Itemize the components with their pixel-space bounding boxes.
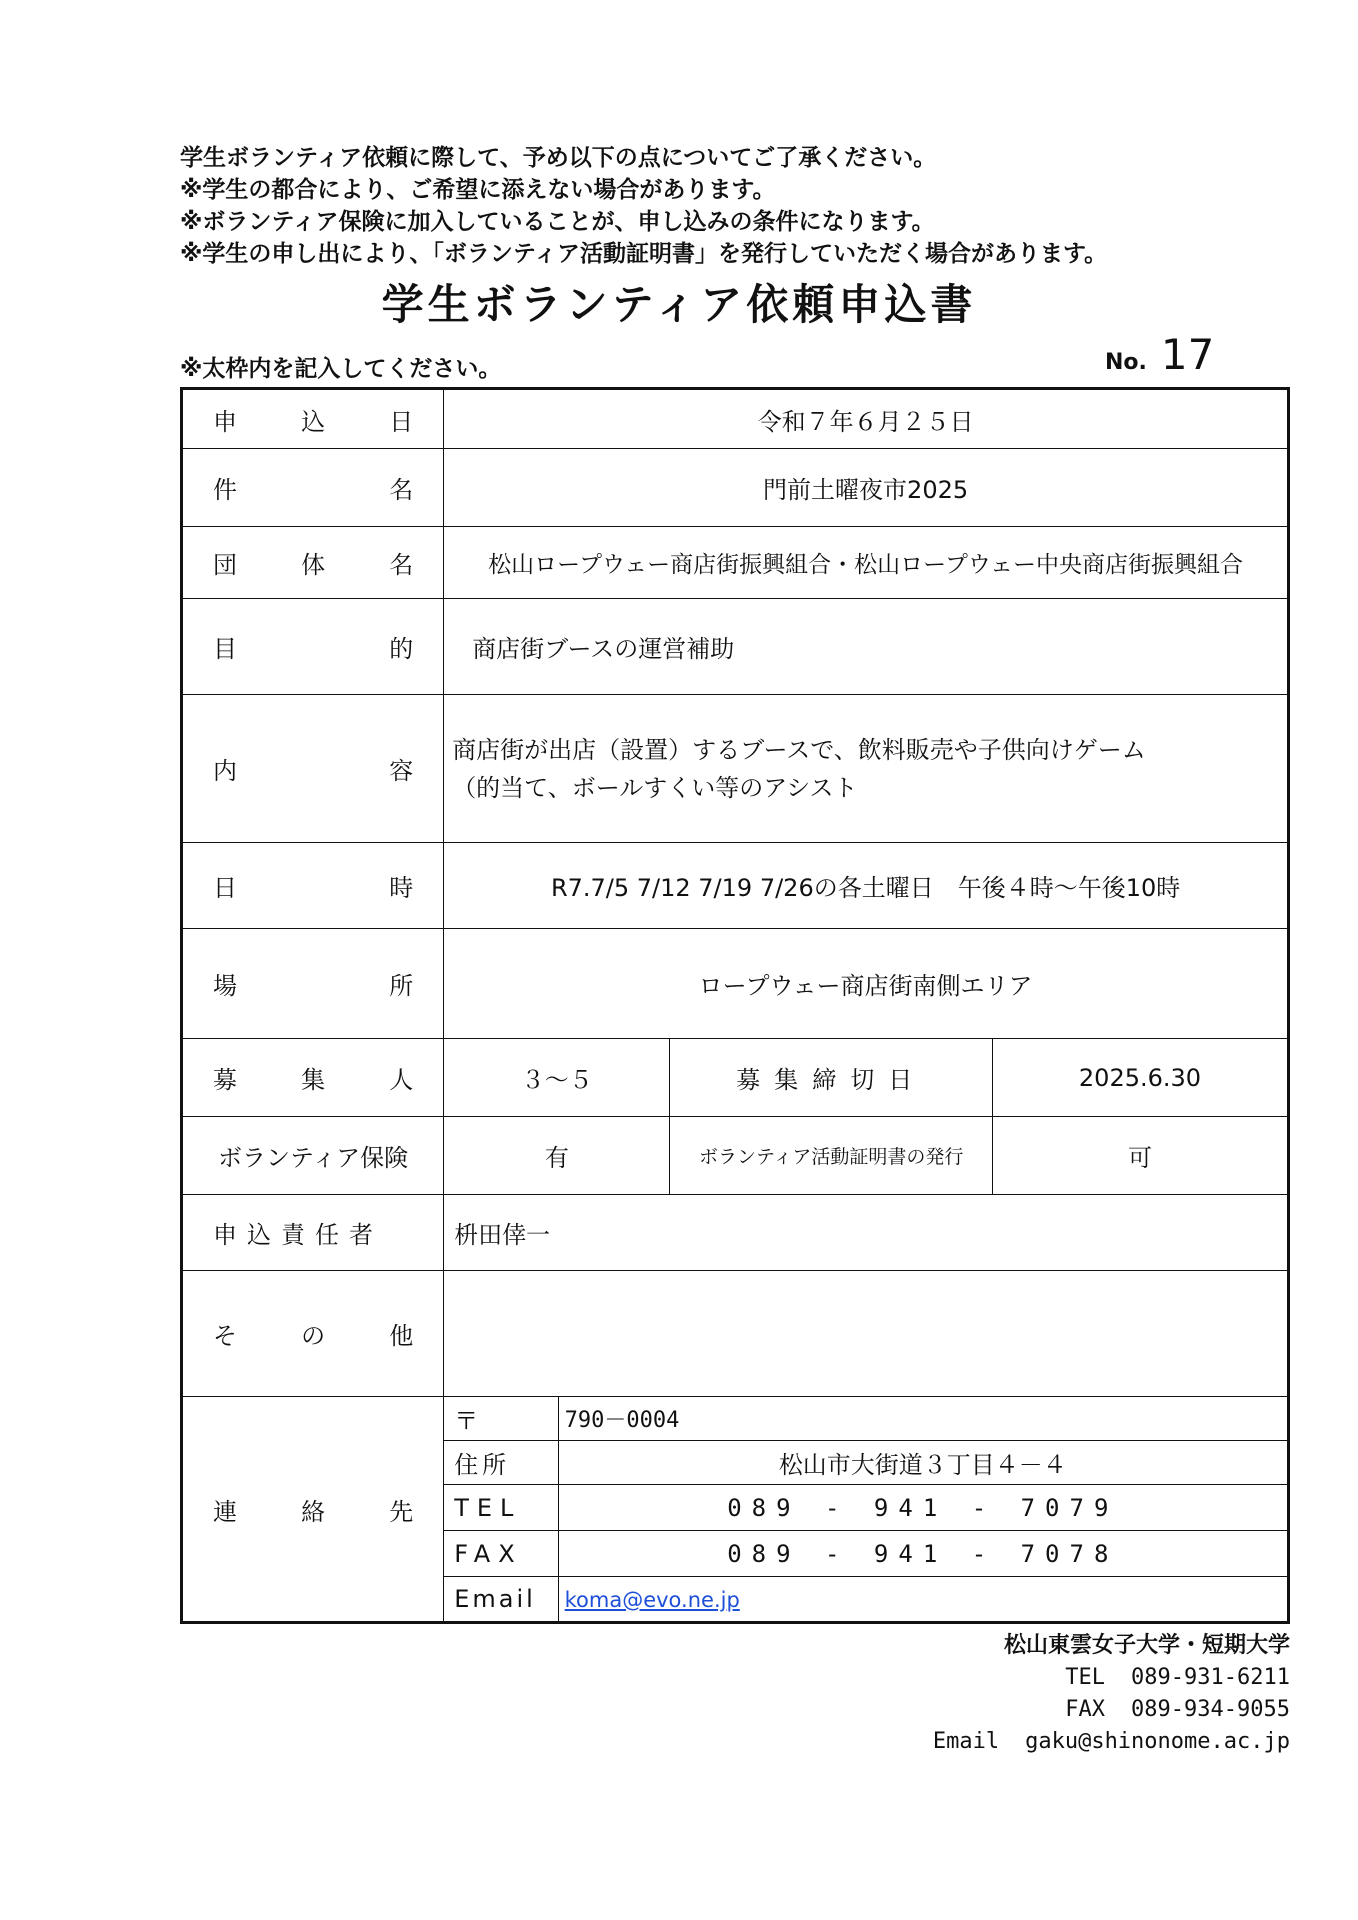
- label-place: [182, 929, 444, 1039]
- value-deadline: 2025.6.30: [992, 1039, 1288, 1117]
- value-event-name: 門前土曜夜市2025: [444, 449, 1289, 527]
- label-deadline: 募集締切日: [670, 1039, 993, 1117]
- label-char: 申: [213, 407, 237, 436]
- label-char: 日: [213, 874, 237, 902]
- label-char: 絡: [301, 1497, 326, 1526]
- value-other: [444, 1271, 1289, 1397]
- label-char: 件: [213, 476, 237, 504]
- label-insurance: ボランティア保険: [182, 1117, 444, 1195]
- label-char: 名: [389, 476, 414, 504]
- label-char: 先: [389, 1497, 414, 1526]
- row-date: [182, 389, 1289, 449]
- notice-line: 学生ボランティア依頼に際して、予め以下の点についてご了承ください。: [180, 145, 937, 171]
- footer-contact: [880, 1630, 1290, 1758]
- label-other: [182, 1271, 444, 1397]
- label-char: 人: [389, 1066, 414, 1094]
- label-char: 所: [389, 972, 414, 1000]
- notice-line: ※学生の申し出により、「ボランティア活動証明書」を発行していただく場合があります。: [180, 241, 1108, 267]
- label-email: Email: [444, 1577, 558, 1623]
- footer-fax: [880, 1694, 1290, 1726]
- row-person: [182, 1195, 1289, 1271]
- label-postal: 〒: [444, 1397, 558, 1441]
- content-line: （的当て、ボールすくい等のアシスト: [452, 773, 858, 802]
- label-event-name: [182, 449, 444, 527]
- row-organization: [182, 527, 1289, 599]
- label-char: 時: [389, 874, 414, 902]
- row-content: [182, 695, 1289, 843]
- row-contact-postal: [182, 1397, 1289, 1441]
- notice-line: ※ボランティア保険に加入していることが、申し込みの条件になります。: [180, 209, 935, 235]
- label-char: 団: [213, 551, 237, 579]
- label-person: 申込責任者: [182, 1195, 444, 1271]
- label-char: そ: [213, 1322, 237, 1350]
- row-insurance: [182, 1117, 1289, 1195]
- value-person: 枡田倖一: [444, 1195, 1289, 1271]
- label-char: 連: [213, 1497, 237, 1526]
- label-char: 的: [389, 635, 414, 663]
- row-event-name: [182, 449, 1289, 527]
- label-char: 集: [301, 1066, 326, 1094]
- footer-tel-label: TEL: [1065, 1665, 1106, 1690]
- row-purpose: [182, 599, 1289, 695]
- notice-block: [180, 142, 1280, 270]
- value-place: ロープウェー商店街南側エリア: [444, 929, 1289, 1039]
- label-char: 目: [213, 635, 237, 663]
- label-certificate: ボランティア活動証明書の発行: [670, 1117, 993, 1195]
- label-contact: [182, 1397, 444, 1623]
- form-number: [1105, 330, 1214, 379]
- footer-fax-value: 089-934-9055: [1131, 1697, 1290, 1722]
- footer-email: [880, 1726, 1290, 1758]
- value-email: [558, 1577, 1288, 1623]
- value-organization: 松山ロープウェー商店街振興組合・松山ロープウェー中央商店街振興組合: [444, 527, 1289, 599]
- label-char: 込: [301, 407, 326, 436]
- row-place: [182, 929, 1289, 1039]
- label-tel: TEL: [444, 1485, 558, 1531]
- label-purpose: [182, 599, 444, 695]
- value-postal: 790－0004: [558, 1397, 1288, 1441]
- instruction-text: ※太枠内を記入してください。: [180, 356, 502, 382]
- label-datetime: [182, 843, 444, 929]
- label-char: 他: [389, 1322, 414, 1350]
- content-line: 商店街が出店（設置）するブースで、飲料販売や子供向けゲーム: [452, 735, 1146, 764]
- row-recruit: [182, 1039, 1289, 1117]
- label-organization: [182, 527, 444, 599]
- label-fax: FAX: [444, 1531, 558, 1577]
- form-number-label: No.: [1105, 350, 1147, 375]
- label-date: [182, 389, 444, 449]
- label-char: の: [301, 1322, 326, 1350]
- footer-tel-value: 089-931-6211: [1131, 1665, 1290, 1690]
- label-char: 場: [213, 972, 237, 1000]
- footer-fax-label: FAX: [1065, 1697, 1106, 1722]
- row-datetime: [182, 843, 1289, 929]
- footer-email-value: gaku@shinonome.ac.jp: [1025, 1729, 1290, 1754]
- value-content: [444, 695, 1289, 843]
- application-form: [180, 387, 1290, 1624]
- email-link[interactable]: koma@evo.ne.jp: [564, 1588, 740, 1612]
- value-fax: 089 - 941 - 7078: [558, 1531, 1288, 1577]
- footer-org: 松山東雲女子大学・短期大学: [1003, 1633, 1290, 1658]
- document-title: 学生ボランティア依頼申込書: [381, 280, 977, 329]
- label-recruit-count: [182, 1039, 444, 1117]
- notice-line: ※学生の都合により、ご希望に添えない場合があります。: [180, 177, 776, 203]
- value-datetime: R7.7/5 7/12 7/19 7/26の各土曜日 午後４時～午後10時: [444, 843, 1289, 929]
- value-recruit-count: ３～５: [444, 1039, 670, 1117]
- value-address: 松山市大街道３丁目４－４: [558, 1441, 1288, 1485]
- label-char: 内: [213, 757, 237, 785]
- label-char: 日: [389, 407, 414, 436]
- value-certificate: 可: [992, 1117, 1288, 1195]
- row-other: [182, 1271, 1289, 1397]
- value-purpose: 商店街ブースの運営補助: [444, 599, 1289, 695]
- label-char: 募: [213, 1066, 237, 1094]
- form-number-value: 17: [1160, 330, 1215, 379]
- value-tel: 089 - 941 - 7079: [558, 1485, 1288, 1531]
- label-char: 名: [389, 551, 414, 579]
- label-content: [182, 695, 444, 843]
- value-insurance: 有: [444, 1117, 670, 1195]
- label-address: 住所: [444, 1441, 558, 1485]
- footer-tel: [880, 1662, 1290, 1694]
- label-char: 容: [389, 757, 414, 785]
- value-date: 令和７年６月２５日: [444, 389, 1289, 449]
- label-char: 体: [301, 551, 326, 579]
- footer-email-label: Email: [932, 1729, 1000, 1754]
